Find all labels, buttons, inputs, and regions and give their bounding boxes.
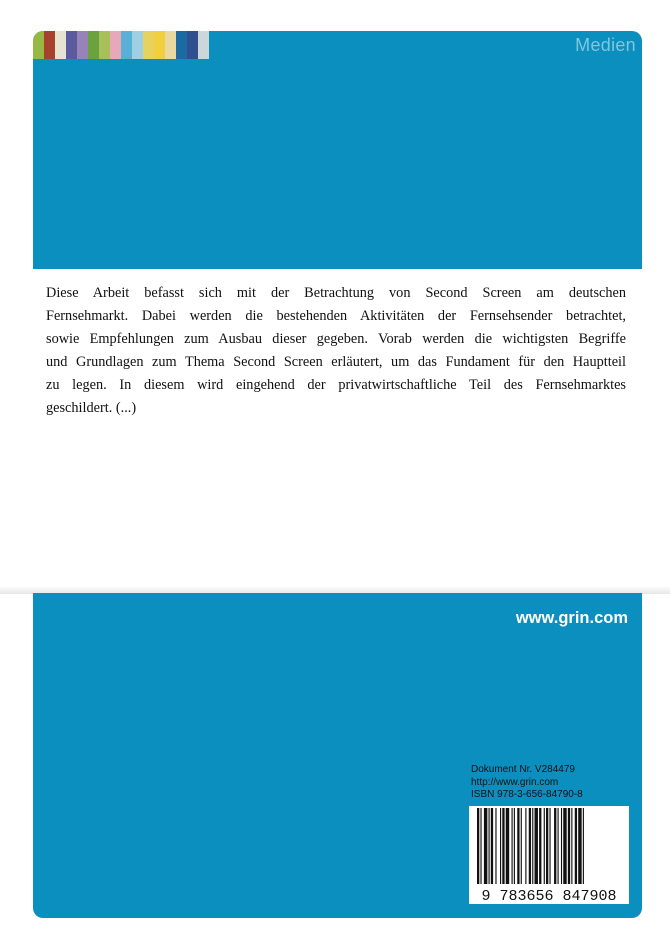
barcode-bar bbox=[502, 808, 504, 884]
color-stripe bbox=[99, 31, 110, 59]
barcode-bar bbox=[539, 808, 541, 884]
barcode-bar bbox=[558, 808, 559, 884]
barcode-bar bbox=[484, 808, 487, 884]
barcode-bar bbox=[477, 808, 479, 884]
barcode-bar bbox=[544, 808, 545, 884]
barcode-bar bbox=[525, 808, 526, 884]
barcode-bar bbox=[575, 808, 577, 884]
bottom-color-panel bbox=[33, 593, 642, 918]
barcode-bar bbox=[480, 808, 481, 884]
barcode-bar bbox=[583, 808, 584, 884]
barcode-bar bbox=[578, 808, 581, 884]
barcode-bar bbox=[500, 808, 501, 884]
blurb-line: Fernsehmarkt. Dabei werden die bestehenden Aktivitäten der Fernsehsender betrachtet, bbox=[46, 308, 626, 324]
color-stripe bbox=[110, 31, 121, 59]
blurb-line: sowie Empfehlungen zum Ausbau dieser gegeben. Vorab werden die wichtigsten Begriffe bbox=[46, 331, 626, 347]
document-url: http://www.grin.com bbox=[471, 776, 559, 788]
blurb-line: zu legen. In diesem wird eingehend der privatwirtschaftliche Teil des Fernsehmarktes bbox=[46, 377, 626, 393]
barcode-bar bbox=[491, 808, 493, 884]
top-color-panel bbox=[33, 31, 642, 269]
color-stripe bbox=[176, 31, 187, 59]
barcode-bar bbox=[489, 808, 490, 884]
color-stripe bbox=[33, 31, 44, 59]
barcode-bar bbox=[512, 808, 513, 884]
barcode-bar bbox=[514, 808, 515, 884]
blurb-text bbox=[46, 282, 626, 420]
publisher-website: www.grin.com bbox=[515, 609, 628, 627]
barcode-bar bbox=[506, 808, 509, 884]
barcode-bar bbox=[561, 808, 562, 884]
document-info bbox=[471, 764, 583, 802]
barcode-bar bbox=[563, 808, 566, 884]
barcode-digits: 9 783656 847908 bbox=[481, 888, 617, 904]
barcode-bar bbox=[495, 808, 496, 884]
document-number: Dokument Nr. V284479 bbox=[471, 764, 575, 775]
barcode-bar bbox=[554, 808, 556, 884]
color-stripe bbox=[154, 31, 165, 59]
barcode-bar bbox=[568, 808, 570, 884]
barcode-bar bbox=[517, 808, 519, 884]
color-stripe bbox=[88, 31, 99, 59]
blurb-line: Diese Arbeit befasst sich mit der Betrachtung von Second Screen am deutschen bbox=[46, 285, 626, 301]
barcode-bar bbox=[546, 808, 548, 884]
category-label: Medien bbox=[575, 35, 636, 55]
barcode-bar bbox=[521, 808, 522, 884]
blurb-line: geschildert. (...) bbox=[46, 400, 137, 416]
color-stripe bbox=[121, 31, 132, 59]
color-stripe bbox=[143, 31, 154, 59]
color-stripe bbox=[55, 31, 66, 59]
color-stripe bbox=[132, 31, 143, 59]
barcode-bar bbox=[532, 808, 533, 884]
blurb-line: und Grundlagen zum Thema Second Screen erläutert, um das Fundament für den Hauptteil bbox=[46, 354, 626, 370]
color-stripe bbox=[187, 31, 198, 59]
barcode-bar bbox=[571, 808, 572, 884]
barcode-bar bbox=[549, 808, 550, 884]
color-stripe bbox=[77, 31, 88, 59]
color-stripes bbox=[33, 31, 209, 59]
isbn-label: ISBN 978-3-656-84790-8 bbox=[471, 789, 583, 800]
color-stripe bbox=[66, 31, 77, 59]
color-stripe bbox=[198, 31, 209, 59]
isbn-barcode bbox=[469, 806, 629, 904]
barcode-bar bbox=[529, 808, 531, 884]
barcode-bar bbox=[535, 808, 538, 884]
color-stripe bbox=[44, 31, 55, 59]
color-stripe bbox=[165, 31, 176, 59]
